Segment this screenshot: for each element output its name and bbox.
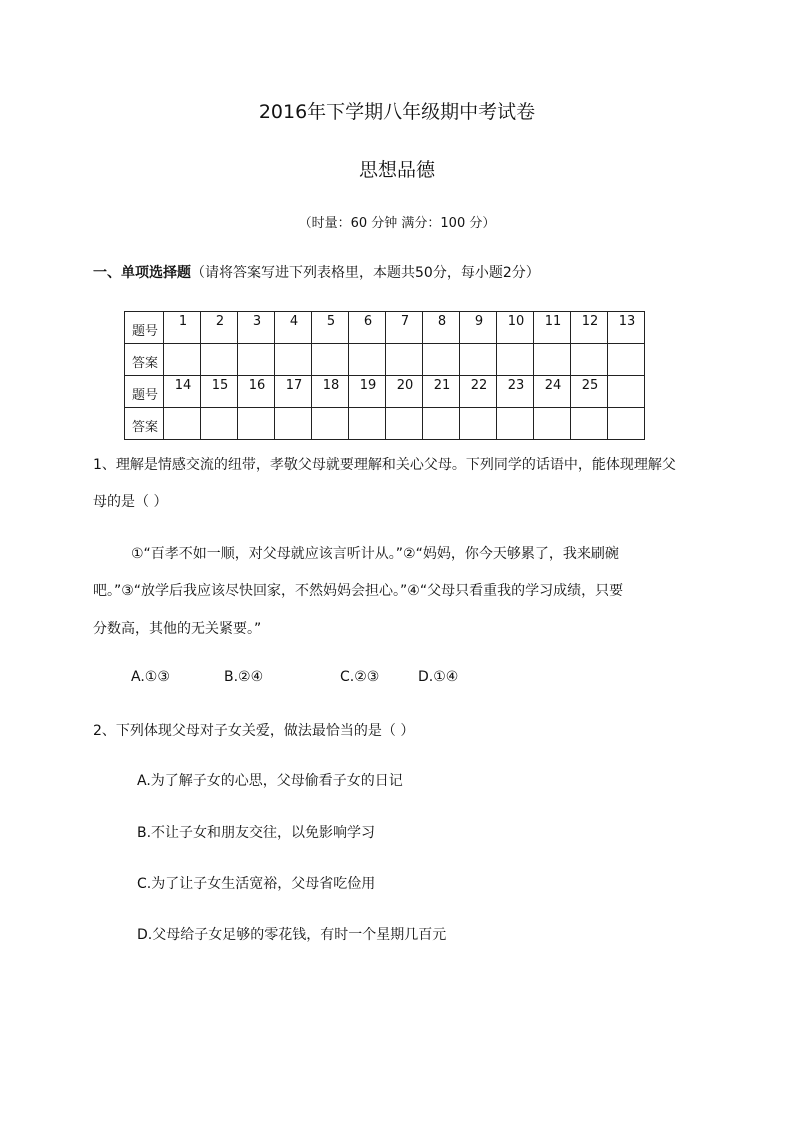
answer-cell[interactable] (349, 344, 386, 376)
answer-cell[interactable] (275, 408, 312, 440)
section-note: （请将答案写进下列表格里，本题共50分，每小题2分） (191, 265, 540, 281)
answer-cell[interactable] (608, 344, 645, 376)
row-label: 题号 (125, 312, 164, 344)
question-number: 5 (312, 312, 349, 344)
q1-stem-line1: 1、理解是情感交流的纽带，孝敬父母就要理解和关心父母。下列同学的话语中，能体现理解父 (93, 457, 676, 473)
q1-quote-line1: ①“百孝不如一顺，对父母就应该言听计从。”②“妈妈，你今天够累了，我来刷碗 (131, 546, 619, 562)
q1-option-c: C.②③ (340, 669, 380, 685)
answer-cell[interactable] (460, 344, 497, 376)
row-label: 题号 (125, 376, 164, 408)
question-number: 11 (534, 312, 571, 344)
row-label: 答案 (125, 344, 164, 376)
question-number: 25 (571, 376, 608, 408)
answer-cell[interactable] (386, 408, 423, 440)
question-number: 22 (460, 376, 497, 408)
answer-cell[interactable] (164, 344, 201, 376)
question-number: 12 (571, 312, 608, 344)
answer-cell[interactable] (238, 344, 275, 376)
section-title: 一、单项选择题 (93, 265, 191, 281)
question-number: 7 (386, 312, 423, 344)
answer-cell[interactable] (275, 344, 312, 376)
q1-option-a: A.①③ (131, 669, 170, 685)
answer-cell[interactable] (571, 408, 608, 440)
question-number: 14 (164, 376, 201, 408)
question-number: 3 (238, 312, 275, 344)
question-number: 21 (423, 376, 460, 408)
question-number: 10 (497, 312, 534, 344)
question-number: 8 (423, 312, 460, 344)
q1-quote-line3: 分数高，其他的无关紧要。” (93, 621, 262, 637)
subject-title: 思想品德 (358, 159, 435, 181)
answer-cell[interactable] (164, 408, 201, 440)
q1-stem-line2: 母的是（ ） (93, 494, 168, 510)
answer-cell[interactable] (312, 344, 349, 376)
question-number: 16 (238, 376, 275, 408)
answer-cell[interactable] (460, 408, 497, 440)
section-heading (93, 262, 540, 282)
table-row (125, 344, 645, 376)
answer-cell[interactable] (423, 408, 460, 440)
question-number: 6 (349, 312, 386, 344)
exam-meta: （时量：60 分钟 满分：100 分） (298, 216, 496, 231)
question-number: 1 (164, 312, 201, 344)
answer-cell[interactable] (534, 344, 571, 376)
answer-cell[interactable] (312, 408, 349, 440)
question-number: 23 (497, 376, 534, 408)
question-number (608, 376, 645, 408)
answer-cell[interactable] (497, 408, 534, 440)
question-number: 24 (534, 376, 571, 408)
answer-cell[interactable] (201, 408, 238, 440)
question-number: 18 (312, 376, 349, 408)
answer-table (124, 311, 645, 440)
question-number: 19 (349, 376, 386, 408)
table-row (125, 376, 645, 408)
table-row (125, 312, 645, 344)
q2-option-c: C.为了让子女生活宽裕，父母省吃俭用 (137, 876, 376, 892)
answer-cell[interactable] (386, 344, 423, 376)
answer-cell[interactable] (571, 344, 608, 376)
answer-cell[interactable] (238, 408, 275, 440)
table-row (125, 408, 645, 440)
question-number: 17 (275, 376, 312, 408)
q1-option-d: D.①④ (418, 669, 459, 685)
answer-cell[interactable] (534, 408, 571, 440)
q2-option-b: B.不让子女和朋友交往，以免影响学习 (137, 825, 376, 841)
question-number: 15 (201, 376, 238, 408)
question-number: 13 (608, 312, 645, 344)
row-label: 答案 (125, 408, 164, 440)
question-number: 20 (386, 376, 423, 408)
q1-option-b: B.②④ (224, 669, 264, 685)
q1-quote-line2: 吧。”③“放学后我应该尽快回家，不然妈妈会担心。”④“父母只看重我的学习成绩，只要 (93, 583, 624, 599)
question-number: 9 (460, 312, 497, 344)
answer-cell[interactable] (497, 344, 534, 376)
q2-option-a: A.为了解子女的心思，父母偷看子女的日记 (137, 773, 403, 789)
answer-cell[interactable] (201, 344, 238, 376)
answer-cell[interactable] (608, 408, 645, 440)
question-number: 2 (201, 312, 238, 344)
question-number: 4 (275, 312, 312, 344)
q2-stem: 2、下列体现父母对子女关爱，做法最恰当的是（ ） (93, 723, 415, 739)
answer-cell[interactable] (423, 344, 460, 376)
q2-option-d: D.父母给子女足够的零花钱，有时一个星期几百元 (137, 927, 447, 943)
answer-cell[interactable] (349, 408, 386, 440)
exam-title: 2016年下学期八年级期中考试卷 (258, 101, 536, 123)
